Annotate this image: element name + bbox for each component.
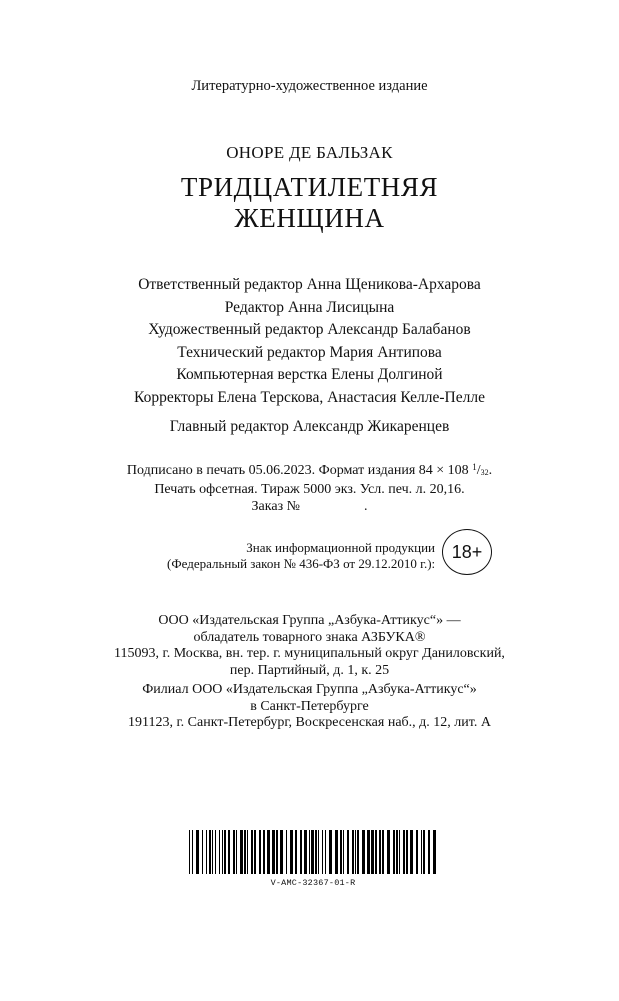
format-denominator: 32 [480, 468, 489, 477]
credit-line: Корректоры Елена Терскова, Анастасия Келле-Пелле [134, 388, 485, 406]
barcode-bar [247, 830, 248, 874]
barcode-bar [215, 830, 216, 874]
barcode-bar [233, 830, 235, 874]
barcode-bar [399, 830, 400, 874]
barcode [187, 830, 439, 890]
barcode-bar [329, 830, 332, 874]
barcode-bar [202, 830, 203, 874]
barcode-bar [367, 830, 370, 874]
format-fraction: $^1/_{32}$ [472, 462, 489, 478]
barcode-bar [259, 830, 261, 874]
barcode-bar [423, 830, 425, 874]
barcode-bar [410, 830, 413, 874]
age-rating-label [167, 540, 435, 572]
format-numerator: 1 [472, 462, 477, 472]
barcode-bar [280, 830, 283, 874]
barcode-bar [379, 830, 381, 874]
barcode-bar [222, 830, 223, 874]
barcode-bar [355, 830, 356, 874]
barcode-bar [206, 830, 207, 874]
barcode-bar [340, 830, 342, 874]
publisher-line: пер. Партийный, д. 1, к. 25 [229, 662, 390, 678]
title-line: ЖЕНЩИНА [234, 203, 385, 233]
series-label: Литературно-художественное издание [191, 78, 428, 94]
title-line: ТРИДЦАТИЛЕТНЯЯ [180, 172, 439, 202]
order-label: Заказ № [251, 499, 300, 514]
barcode-bar [244, 830, 246, 874]
barcode-bar [352, 830, 354, 874]
credits-block [0, 274, 619, 439]
barcode-bar [403, 830, 405, 874]
author-name: ОНОРЕ ДЕ БАЛЬЗАК [226, 143, 393, 162]
barcode-bar [396, 830, 398, 874]
barcode-bar [311, 830, 314, 874]
barcode-bar [362, 830, 365, 874]
book-title [0, 172, 619, 234]
barcode-bar [309, 830, 310, 874]
credit-line: Художественный редактор Александр Балабанов [148, 321, 471, 338]
barcode-bar [421, 830, 422, 874]
barcode-bar [286, 830, 287, 874]
branch-block [0, 682, 619, 732]
barcode-bar [406, 830, 408, 874]
publisher-line: 115093, г. Москва, вн. тер. г. муниципальный округ Даниловский, [114, 646, 505, 661]
branch-line: 191123, г. Санкт-Петербург, Воскресенская наб., д. 12, лит. А [128, 715, 491, 730]
publisher-block [0, 613, 619, 679]
barcode-bar [315, 830, 317, 874]
barcode-bar [219, 830, 220, 874]
barcode-bar [236, 830, 237, 874]
barcode-bar [433, 830, 436, 874]
barcode-bar [290, 830, 293, 874]
barcode-bar [387, 830, 390, 874]
order-end: . [363, 499, 368, 514]
barcode-bar [212, 830, 213, 874]
barcode-bar [325, 830, 326, 874]
chief-editor: Главный редактор Александр Жикаренцев [169, 418, 450, 435]
print-line-2: Печать офсетная. Тираж 5000 экз. Усл. печ. л. 20,16. [154, 482, 465, 497]
barcode-bar [416, 830, 418, 874]
barcode-bar [276, 830, 278, 874]
barcode-bar [375, 830, 377, 874]
credit-line: Технический редактор Мария Антипова [177, 343, 442, 361]
barcode-bar [371, 830, 374, 874]
barcode-bar [382, 830, 384, 874]
barcode-bar [335, 830, 338, 874]
barcode-bar [304, 830, 307, 874]
barcode-bar [263, 830, 265, 874]
barcode-bar [347, 830, 349, 874]
barcode-bar [272, 830, 275, 874]
credit-line: Компьютерная верстка Елены Долгиной [176, 366, 443, 383]
branch-line: в Санкт-Петербурге [250, 698, 369, 714]
print-info [0, 459, 619, 515]
credit-line: Ответственный редактор Анна Щеникова-Архарова [138, 276, 481, 293]
barcode-bar [322, 830, 323, 874]
order-line [0, 498, 619, 515]
barcode-bar [343, 830, 344, 874]
branch-line: Филиал ООО «Издательская Группа „Азбука-Аттикус“» [142, 682, 477, 697]
age-rating-badge: 18+ [442, 529, 492, 575]
credit-line: Редактор Анна Лисицына [224, 298, 395, 316]
barcode-bar [209, 830, 211, 874]
barcode-bar [428, 830, 430, 874]
barcode-bar [254, 830, 256, 874]
barcode-bar [295, 830, 297, 874]
barcode-bar [393, 830, 395, 874]
barcode-bar [251, 830, 253, 874]
barcode-bar [300, 830, 302, 874]
barcode-bar [357, 830, 359, 874]
barcode-text: V-AMC-32367-01-R [270, 878, 356, 888]
age-rating-label-line: Знак информационной продукции [246, 540, 435, 555]
barcode-bar [196, 830, 199, 874]
print-signed: Подписано в печать 05.06.2023. Формат издания 84 × 108 [126, 463, 469, 478]
publisher-line: обладатель товарного знака АЗБУКА® [193, 629, 426, 645]
barcode-bar [228, 830, 230, 874]
barcode-bar [240, 830, 243, 874]
barcode-bar [224, 830, 226, 874]
publisher-line: ООО «Издательская Группа „Азбука-Аттикус“» — [158, 613, 461, 628]
barcode-bar [189, 830, 190, 874]
print-signed-line: Подписано в печать 05.06.2023. Формат издания 84 × 108 $^1/_{32}$. [126, 462, 493, 478]
barcode-bar [318, 830, 319, 874]
barcode-bar [192, 830, 193, 874]
barcode-bar [267, 830, 270, 874]
barcode-bars [187, 830, 439, 876]
age-rating-label-line: (Федеральный закон № 436-ФЗ от 29.12.2010 г.): [167, 556, 436, 571]
